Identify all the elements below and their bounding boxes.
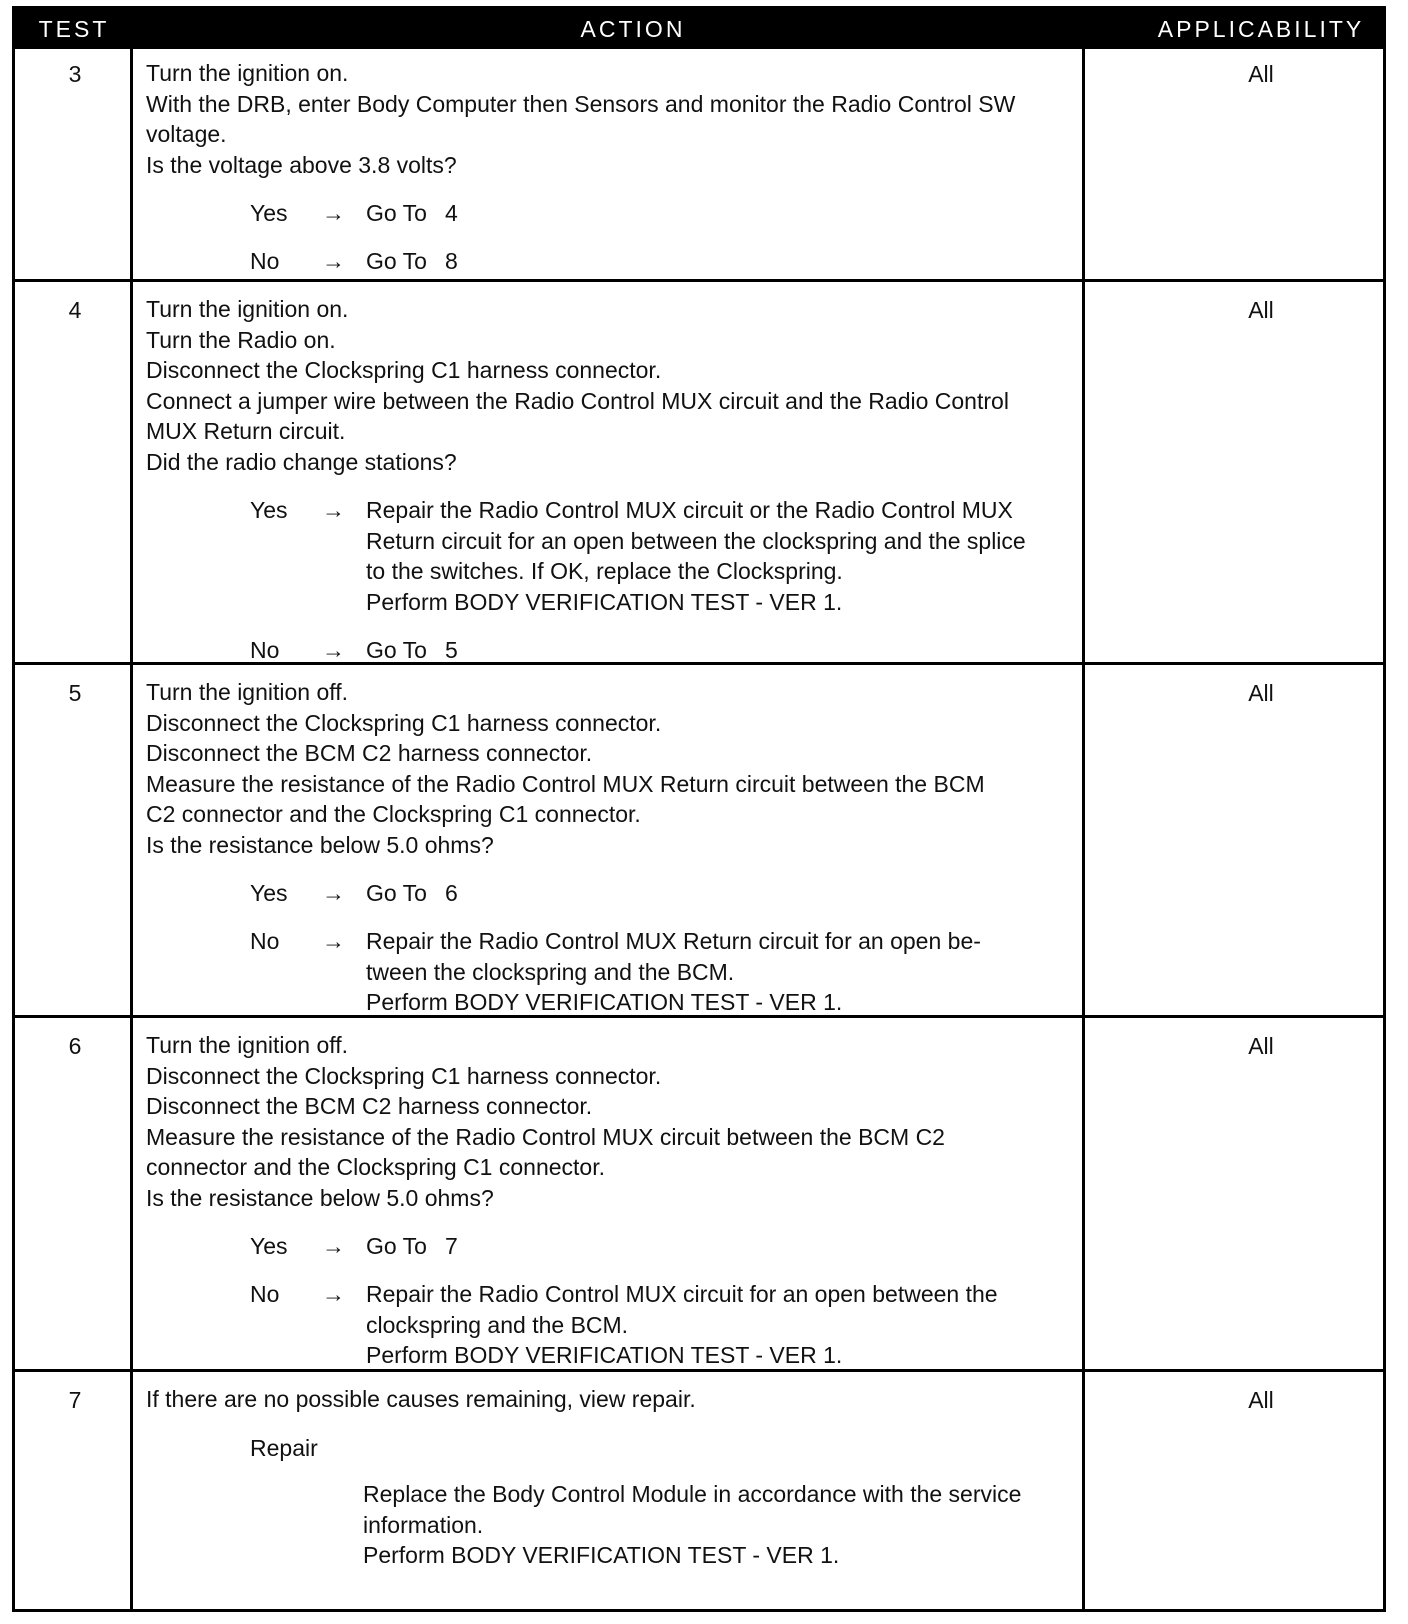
- diagnostic-table: [12, 6, 1386, 1612]
- action-line: connector and the Clockspring C1 connector.: [146, 1154, 605, 1180]
- no-label: No: [250, 248, 280, 274]
- test-number: 7: [68, 1387, 82, 1413]
- result-line: clockspring and the BCM.: [366, 1311, 629, 1338]
- no-label: No: [250, 928, 280, 954]
- applicability-value: All: [1248, 297, 1274, 323]
- no-option: [146, 926, 1131, 1018]
- no-result: [366, 246, 1131, 277]
- column-divider: [130, 49, 133, 1609]
- action-cell: [146, 677, 1131, 1018]
- arrow-right-icon: →: [322, 248, 345, 274]
- goto-text: Go To: [366, 1233, 427, 1259]
- no-label: No: [250, 1281, 280, 1307]
- action-line: Did the radio change stations?: [146, 448, 457, 475]
- goto-target: 4: [444, 200, 458, 226]
- arrow-right-icon: →: [322, 637, 345, 663]
- action-line: Measure the resistance of the Radio Control MUX Return circuit between the BCM: [146, 770, 985, 797]
- action-line: Turn the ignition off.: [146, 679, 349, 705]
- action-cell: [146, 1384, 1131, 1571]
- applicability-value: All: [1248, 1387, 1274, 1413]
- no-option: [146, 246, 1131, 276]
- repair-instructions: [146, 1479, 1131, 1571]
- result-line: Perform BODY VERIFICATION TEST - VER 1.: [366, 1342, 843, 1368]
- yes-result: [366, 495, 1131, 617]
- yes-label: Yes: [250, 880, 288, 906]
- action-line: Is the resistance below 5.0 ohms?: [146, 831, 494, 858]
- applicability-value: All: [1248, 61, 1274, 87]
- goto-target: 5: [444, 637, 458, 663]
- no-result: [366, 635, 1131, 666]
- result-line: to the switches. If OK, replace the Clockspring.: [366, 558, 843, 584]
- action-line: Disconnect the BCM C2 harness connector.: [146, 1093, 593, 1119]
- header-test: TEST: [38, 16, 110, 42]
- table-header: [15, 9, 1383, 49]
- result-line: Return circuit for an open between the clockspring and the splice: [366, 527, 1026, 554]
- result-line: tween the clockspring and the BCM.: [366, 958, 735, 985]
- action-cell: [146, 58, 1131, 276]
- applicability-value: All: [1248, 1033, 1274, 1059]
- arrow-right-icon: →: [322, 928, 345, 954]
- yes-result: [366, 1231, 1131, 1262]
- action-line: With the DRB, enter Body Computer then Sensors and monitor the Radio Control SW: [146, 90, 1016, 117]
- goto-target: 6: [444, 880, 458, 906]
- action-line: MUX Return circuit.: [146, 418, 346, 444]
- yes-label: Yes: [250, 497, 288, 523]
- repair-line: Replace the Body Control Module in accordance with the service: [363, 1481, 1022, 1507]
- action-line: If there are no possible causes remaining, view repair.: [146, 1386, 696, 1412]
- no-option: [146, 1279, 1131, 1371]
- no-option: [146, 635, 1131, 665]
- yes-option: [146, 1231, 1131, 1261]
- goto-text: Go To: [366, 880, 427, 906]
- test-number: 5: [68, 680, 82, 706]
- arrow-right-icon: →: [322, 880, 345, 906]
- yes-result: [366, 878, 1131, 909]
- goto-target: 7: [444, 1233, 458, 1259]
- yes-label: Yes: [250, 200, 288, 226]
- yes-option: [146, 198, 1131, 228]
- result-line: Perform BODY VERIFICATION TEST - VER 1.: [366, 588, 843, 615]
- arrow-right-icon: →: [322, 497, 345, 523]
- arrow-right-icon: →: [322, 200, 345, 226]
- test-number: 6: [68, 1033, 82, 1059]
- action-cell: [146, 294, 1131, 665]
- applicability-value: All: [1248, 680, 1274, 706]
- arrow-right-icon: →: [322, 1281, 345, 1307]
- goto-target: 8: [444, 248, 458, 274]
- row-divider: [15, 279, 1383, 282]
- action-line: Is the voltage above 3.8 volts?: [146, 151, 457, 178]
- yes-option: [146, 878, 1131, 908]
- action-line: Is the resistance below 5.0 ohms?: [146, 1184, 494, 1211]
- action-cell: [146, 1030, 1131, 1371]
- goto-text: Go To: [366, 248, 427, 274]
- action-line: Turn the Radio on.: [146, 326, 336, 353]
- action-line: Disconnect the Clockspring C1 harness connector.: [146, 709, 662, 736]
- action-line: Disconnect the Clockspring C1 harness connector.: [146, 1062, 662, 1089]
- goto-text: Go To: [366, 637, 427, 663]
- result-line: Repair the Radio Control MUX Return circuit for an open be-: [366, 928, 981, 954]
- no-result: [366, 926, 1131, 1018]
- header-applicability: APPLICABILITY: [1157, 16, 1365, 42]
- no-result: [366, 1279, 1131, 1371]
- repair-label: Repair: [250, 1434, 318, 1461]
- result-line: Perform BODY VERIFICATION TEST - VER 1.: [366, 989, 843, 1015]
- no-label: No: [250, 637, 280, 663]
- header-action: ACTION: [580, 16, 686, 42]
- result-line: Repair the Radio Control MUX circuit or the Radio Control MUX: [366, 497, 1013, 523]
- action-line: Connect a jumper wire between the Radio Control MUX circuit and the Radio Control: [146, 387, 1009, 414]
- repair-line: information.: [363, 1511, 484, 1538]
- action-line: Measure the resistance of the Radio Control MUX circuit between the BCM C2: [146, 1123, 945, 1150]
- test-number: 3: [68, 61, 82, 87]
- yes-option: [146, 495, 1131, 617]
- action-line: Turn the ignition on.: [146, 296, 349, 322]
- result-line: Repair the Radio Control MUX circuit for an open between the: [366, 1281, 998, 1307]
- action-line: Disconnect the BCM C2 harness connector.: [146, 740, 593, 766]
- action-line: C2 connector and the Clockspring C1 connector.: [146, 801, 641, 827]
- action-line: voltage.: [146, 121, 227, 147]
- yes-result: [366, 198, 1131, 229]
- repair-line: Perform BODY VERIFICATION TEST - VER 1.: [363, 1542, 840, 1568]
- action-line: Turn the ignition on.: [146, 60, 349, 86]
- action-line: Turn the ignition off.: [146, 1032, 349, 1058]
- yes-label: Yes: [250, 1233, 288, 1259]
- test-number: 4: [68, 297, 82, 323]
- goto-text: Go To: [366, 200, 427, 226]
- arrow-right-icon: →: [322, 1233, 345, 1259]
- action-line: Disconnect the Clockspring C1 harness connector.: [146, 357, 662, 383]
